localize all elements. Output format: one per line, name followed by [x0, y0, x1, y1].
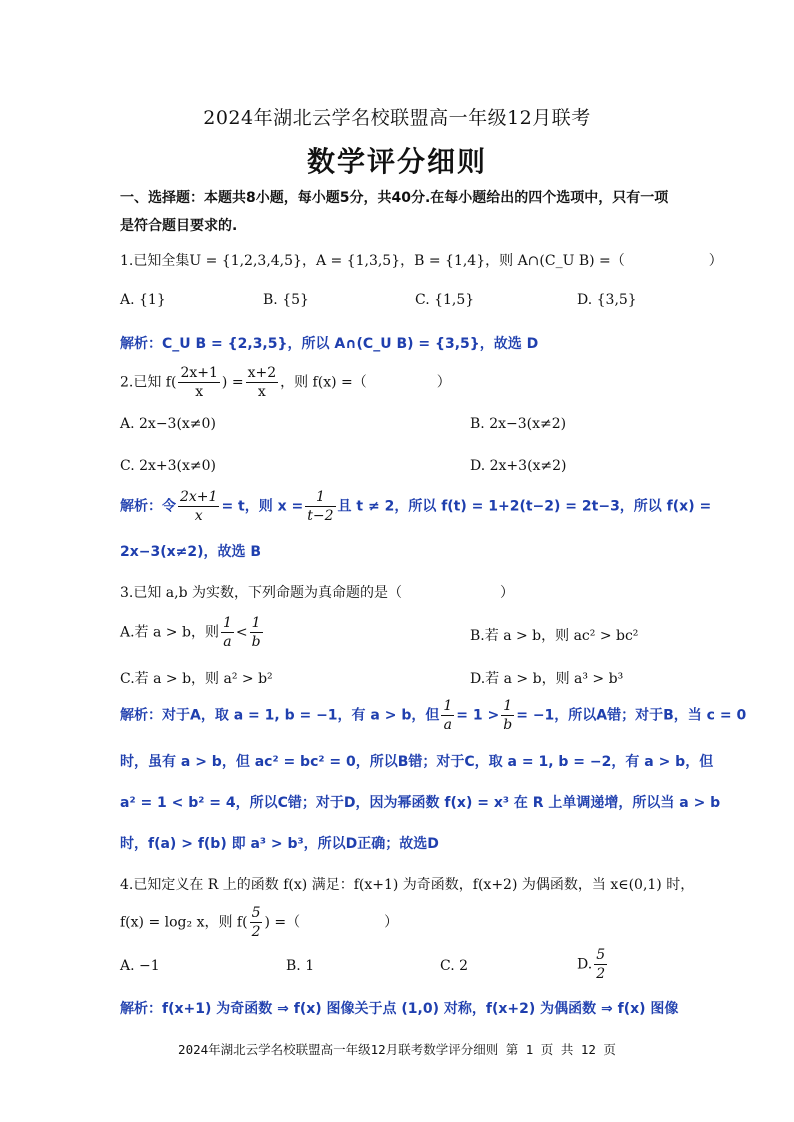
fraction-numerator: 1: [501, 697, 514, 716]
question-2-solution-line1: [120, 488, 711, 525]
section-instructions-line2: 是符合题目要求的.: [120, 218, 238, 234]
option-fraction: [594, 946, 607, 983]
fraction-numerator: 2x+1: [180, 489, 218, 505]
question-3-solution-line3: a² = 1 < b² = 4，所以C错；对于D，因为幂函数 f(x) = x³ 在 R 上单调递增，所以当 a > b: [120, 795, 721, 811]
page-footer: 2024年湖北云学名校联盟高一年级12月联考数学评分细则 第 1 页 共 12 页: [178, 1042, 616, 1057]
option-fraction-2: [250, 614, 263, 651]
option-text: A.若 a > b，则: [120, 624, 219, 641]
fraction-numerator: 5: [596, 947, 606, 963]
fraction-denominator: 2: [251, 924, 261, 940]
question-3-option-a: [120, 614, 265, 651]
solution-fraction-2: [501, 697, 514, 734]
fraction-denominator: b: [251, 634, 261, 650]
option-fraction-1: [221, 614, 234, 651]
question-4-stem-line1: 4.已知定义在 R 上的函数 f(x) 满足：f(x+1) 为奇函数，f(x+2) 为偶函数，当 x∈(0,1) 时，: [120, 877, 695, 893]
stem-text: f(x) = log₂ x，则 f(: [120, 914, 248, 931]
exam-title: 2024年湖北云学名校联盟高一年级12月联考: [203, 107, 591, 129]
solution-fraction-1: [178, 488, 219, 525]
stem-fraction: [250, 904, 263, 941]
solution-text: = t，则 x =: [221, 498, 304, 515]
fraction-denominator: x: [257, 384, 266, 400]
fraction-denominator: a: [223, 634, 232, 650]
question-3-option-c: C.若 a > b，则 a² > b²: [120, 671, 273, 687]
question-3-solution-line2: 时，虽有 a > b，但 ac² = bc² = 0，所以B错；对于C，取 a = 1, b = −2，有 a > b，但: [120, 754, 714, 770]
fraction-left: [178, 364, 219, 401]
question-4-option-d: [577, 946, 609, 983]
question-1-option-a: A. {1}: [120, 292, 166, 308]
solution-text: = 1 >: [456, 707, 500, 724]
question-1-solution: [120, 333, 538, 353]
question-3-stem: 3.已知 a,b 为实数，下列命题为真命题的是（ ）: [120, 585, 515, 601]
fraction-denominator: a: [443, 717, 453, 733]
question-3-option-d: D.若 a > b，则 a³ > b³: [470, 671, 624, 687]
fraction-denominator: b: [503, 717, 513, 733]
question-4-option-b: B. 1: [286, 958, 315, 974]
fraction-numerator: 2x+1: [180, 365, 218, 381]
fraction-numerator: 1: [250, 614, 263, 633]
question-1-option-b: B. {5}: [263, 292, 309, 308]
document-subtitle: 数学评分细则: [306, 145, 487, 178]
fraction-denominator: t−2: [307, 508, 334, 524]
question-1-option-d: D. {3,5}: [577, 292, 637, 308]
question-4-solution-line1: 解析：f(x+1) 为奇函数 ⇒ f(x) 图像关于点 (1,0) 对称，f(x+2) 为偶函数 ⇒ f(x) 图像: [120, 1001, 679, 1017]
solution-text: 且 t ≠ 2，所以 f(t) = 1+2(t−2) = 2t−3，所以 f(x) =: [337, 498, 712, 515]
question-4-option-a: A. −1: [120, 958, 160, 974]
fraction-numerator: x+2: [247, 365, 277, 381]
fraction-denominator: x: [195, 384, 204, 400]
question-2-option-d: D. 2x+3(x≠2): [470, 458, 567, 474]
solution-text: 解析：对于A，取 a = 1, b = −1，有 a > b，但: [120, 707, 440, 724]
question-1-stem: 1.已知全集U = {1,2,3,4,5}，A = {1,3,5}，B = {1,4}，则 A∩(C_U B) =（ ）: [120, 253, 723, 269]
fraction-numerator: 1: [305, 488, 335, 507]
section-instructions-line1: 一、选择题：本题共8小题，每小题5分，共40分.在每小题给出的四个选项中，只有一项: [120, 190, 669, 206]
solution-fraction-1: [441, 697, 454, 734]
solution-text: 解析：令: [120, 498, 176, 515]
solution-text: C_U B = {2,3,5}，所以 A∩(C_U B) = {3,5}，故选 D: [162, 336, 539, 352]
solution-label: 解析：: [120, 336, 162, 352]
solution-text: = −1，所以A错；对于B，当 c = 0: [516, 707, 747, 724]
question-2-option-b: B. 2x−3(x≠2): [470, 416, 567, 432]
stem-prefix: 2.已知 f(: [120, 374, 177, 391]
question-4-stem-line2: [120, 904, 398, 941]
question-3-solution-line1: [120, 697, 746, 734]
fraction-numerator: 5: [251, 905, 261, 921]
fraction-numerator: 1: [222, 615, 232, 631]
fraction-denominator: x: [194, 508, 203, 524]
question-2-option-a: A. 2x−3(x≠0): [120, 416, 216, 432]
fraction-denominator: 2: [596, 966, 606, 982]
fraction-right: [246, 364, 279, 401]
option-label: D.: [577, 956, 593, 973]
fraction-numerator: 1: [443, 698, 453, 714]
question-3-solution-line4: 时，f(a) > f(b) 即 a³ > b³，所以D正确；故选D: [120, 836, 439, 852]
solution-fraction-2: [305, 488, 335, 525]
stem-mid: ) =: [221, 374, 244, 391]
question-2-solution-line2: 2x−3(x≠2)，故选 B: [120, 544, 262, 560]
option-text: <: [235, 624, 248, 641]
question-4-option-c: C. 2: [440, 958, 469, 974]
question-1-option-c: C. {1,5}: [415, 292, 475, 308]
question-2-option-c: C. 2x+3(x≠0): [120, 458, 217, 474]
stem-text: ) =（ ）: [264, 914, 399, 931]
stem-suffix: ，则 f(x) =（ ）: [280, 374, 451, 391]
question-2-stem: [120, 364, 451, 401]
question-3-option-b: B.若 a > b，则 ac² > bc²: [470, 628, 639, 644]
